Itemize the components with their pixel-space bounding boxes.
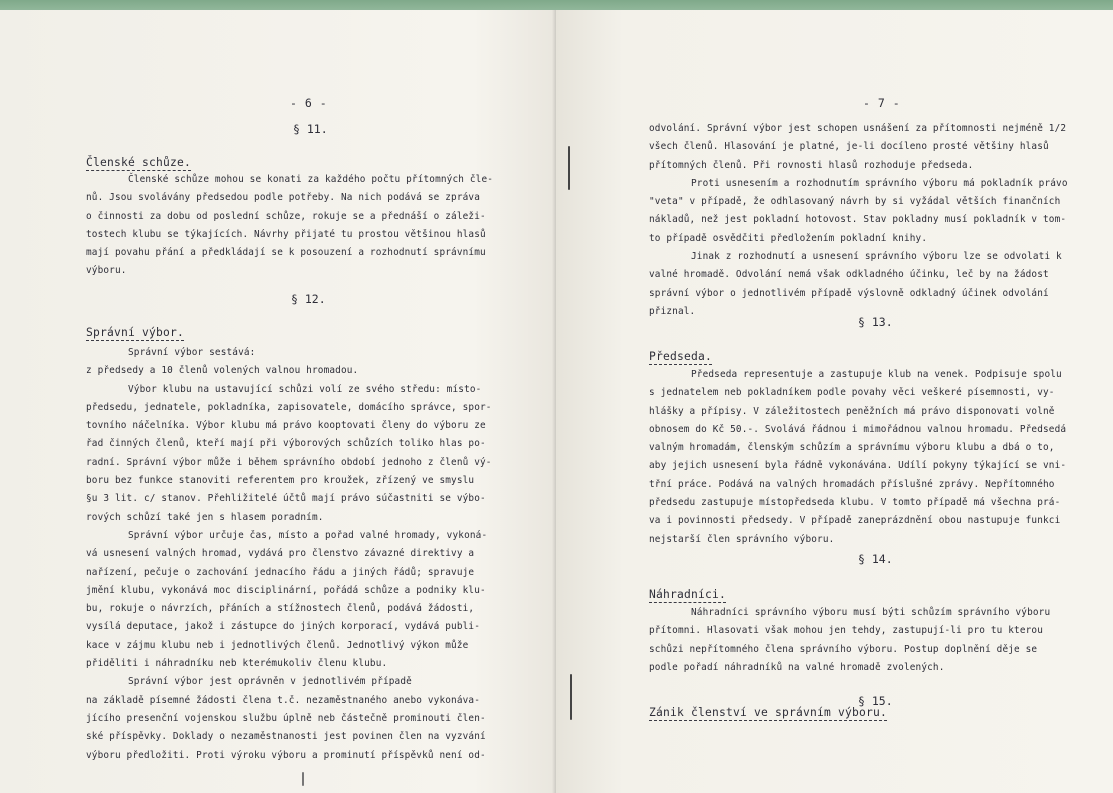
text-line: bu, rokuje o návrzích, přáních a stížnostech členů, podává žádosti, <box>86 603 475 615</box>
text-line: va i povinnosti předsedy. V případě zaneprázdnění obou nastupuje funkci <box>649 515 1061 527</box>
page-number-left: - 6 - <box>290 96 328 110</box>
section-11-heading: Členské schůze. <box>86 156 192 169</box>
section-13-text <box>649 366 1066 549</box>
text-line: kace v zájmu klubu neb i jednotlivých členů. Jednotlivý výkon může <box>86 639 469 651</box>
text-line: hlášky a přípisy. V záležitostech peněžních má právo disponovati volně <box>649 405 1055 417</box>
section-14-heading: Náhradníci. <box>649 588 727 601</box>
text-line: valné hromadě. Odvolání nemá však odkladného účinku, leč by na žádost <box>649 269 1049 281</box>
section-14-number: § 14. <box>858 552 893 566</box>
section-13-heading: Předseda. <box>649 350 713 363</box>
text-line: ské příspěvky. Doklady o nezaměstnanosti jest povinen člen na vyzvání <box>86 731 486 743</box>
section-12-continuation <box>649 120 1068 321</box>
section-15-number: § 15. <box>858 694 893 708</box>
text-line: nů. Jsou svolávány předsedou podle potřeby. Na nich podává se zpráva <box>86 192 481 204</box>
text-line: Správní výbor sestává: <box>128 347 256 358</box>
text-line: výboru. <box>86 265 127 277</box>
text-line: radní. Správní výbor může i během správního období jednoho z členů vý- <box>86 456 492 468</box>
text-line: to případě osvědčiti předložením pokladní knihy. <box>649 232 928 244</box>
text-line: s jednatelem neb pokladníkem podle povahy věci veškeré písemnosti, vy- <box>649 387 1055 399</box>
staple-top <box>568 146 570 190</box>
text-line: o činnosti za dobu od poslední schůze, rokuje se a přednáší o záleži- <box>86 210 486 222</box>
text-line: přítomných členů. Při rovnosti hlasů rozhoduje předseda. <box>649 159 974 171</box>
section-12-heading: Správní výbor. <box>86 326 185 339</box>
text-line: na základě písemné žádosti člena t.č. nezaměstnaného anebo vykonáva- <box>86 694 481 706</box>
text-line: jícího presenční vojenskou službu úplně neb částečně prominouti člen- <box>86 712 486 724</box>
text-line: §u 3 lit. c/ stanov. Přehližitelé účtů mají právo súčastniti se výbo- <box>86 493 486 505</box>
text-line: předsedu zastupuje místopředseda klubu. V tomto případě má všechna prá- <box>649 497 1061 509</box>
text-line: Správní výbor určuje čas, místo a pořad valné hromady, vykoná- <box>128 529 488 541</box>
text-line: nařízení, pečuje o zachování jednacího řádu a jiných řádů; spravuje <box>86 566 475 578</box>
right-page <box>556 10 1113 793</box>
text-line: řad činných členů, kteří mají při výborových schůzích toliko hlas po- <box>86 438 486 450</box>
text-line: přiznal. <box>649 305 696 317</box>
text-line: výboru předložiti. Proti výroku výboru a prominutí příspěvků není od- <box>86 749 486 761</box>
text-line: tovního náčelníka. Výbor klubu má právo kooptovati členy do výboru ze <box>86 420 486 432</box>
text-line: vá usnesení valných hromad, vydává pro členstvo závazné direktivy a <box>86 548 475 560</box>
text-line: mají povahu přání a předkládají se k posouzení a rozhodnutí správnímu <box>86 247 486 259</box>
text-line: rových schůzí také jen s hlasem poradním. <box>86 511 324 523</box>
text-line: předsedu, jednatele, pokladníka, zapisovatele, domácího správce, spor- <box>86 401 492 413</box>
text-line: přítomni. Hlasovati však mohou jen tehdy, zastupují-li pro tu kterou <box>649 625 1044 637</box>
text-line: třní práce. Podává na valných hromadách příslušné zprávy. Nepřítomného <box>649 478 1055 490</box>
text-line: aby jejich usnesení byla řádně vykonávána. Udílí pokyny týkající se vni- <box>649 460 1067 472</box>
text-line: z předsedy a 10 členů volených valnou hromadou. <box>86 365 359 377</box>
section-12-text <box>86 344 492 765</box>
left-page <box>0 10 556 793</box>
pencil-mark <box>302 772 304 786</box>
text-line: nejstarší člen správního výboru. <box>649 533 835 545</box>
text-line: Proti usnesením a rozhodnutím správního výboru má pokladník právo <box>691 177 1068 189</box>
text-line: obnosem do Kč 50.-. Svolává řádnou i mimořádnou valnou hromadu. Předsedá <box>649 423 1067 435</box>
section-11-text <box>86 171 493 281</box>
text-line: Náhradníci správního výboru musí býti schůzím správního výboru <box>691 607 1051 618</box>
text-line: boru bez funkce stanoviti referentem pro kroužek, zřízený ve smyslu <box>86 475 475 487</box>
text-line: vysílá deputace, jakož i zástupce do jiných korporací, vydává publi- <box>86 621 481 633</box>
text-line: přiděliti i náhradníku neb kterémukoliv členu klubu. <box>86 658 388 670</box>
section-12-number: § 12. <box>291 292 326 306</box>
text-line: Správní výbor jest oprávněn v jednotlivém případě <box>128 676 412 688</box>
page-number-right: - 7 - <box>863 96 901 110</box>
section-13-number: § 13. <box>858 315 893 329</box>
text-line: nákladů, než jest pokladní hotovost. Stav pokladny musí pokladník v tom- <box>649 214 1067 226</box>
staple-bottom <box>570 674 572 720</box>
text-line: všech členů. Hlasování je platné, je-li docíleno prosté většiny hlasů <box>649 141 1049 153</box>
section-11-number: § 11. <box>293 122 328 136</box>
text-line: odvolání. Správní výbor jest schopen usnášení za přítomnosti nejméně 1/2 <box>649 123 1067 134</box>
text-line: schůzi nepřítomného člena správního výboru. Postup doplnění děje se <box>649 643 1038 655</box>
section-15-heading: Zánik členství ve správním výboru. <box>649 706 888 719</box>
text-line: Předseda representuje a zastupuje klub na venek. Podpisuje spolu <box>691 369 1062 380</box>
text-line: Výbor klubu na ustavující schůzi volí ze svého středu: místo- <box>128 383 482 395</box>
text-line: "veta" v případě, že odhlasovaný návrh by si vyžádal větších finančních <box>649 196 1061 208</box>
section-14-text <box>649 604 1050 677</box>
text-line: tostech klubu se týkajících. Návrhy přijaté tu prostou většinou hlasů <box>86 228 486 240</box>
text-line: Jinak z rozhodnutí a usnesení správního výboru lze se odvolati k <box>691 251 1062 263</box>
text-line: valným hromadám, členským schůzím a správnímu výboru klubu a dbá o to, <box>649 442 1055 454</box>
text-line: Členské schůze mohou se konati za každého počtu přítomných čle- <box>128 174 494 185</box>
text-line: podle pořadí náhradníků na valné hromadě zvolených. <box>649 661 945 673</box>
text-line: jmění klubu, vykonává moc disciplinární, pořádá schůze a podniky klu- <box>86 584 486 596</box>
text-line: správní výbor o jednotlivém případě výslovně odkladný účinek odvolání <box>649 287 1049 299</box>
